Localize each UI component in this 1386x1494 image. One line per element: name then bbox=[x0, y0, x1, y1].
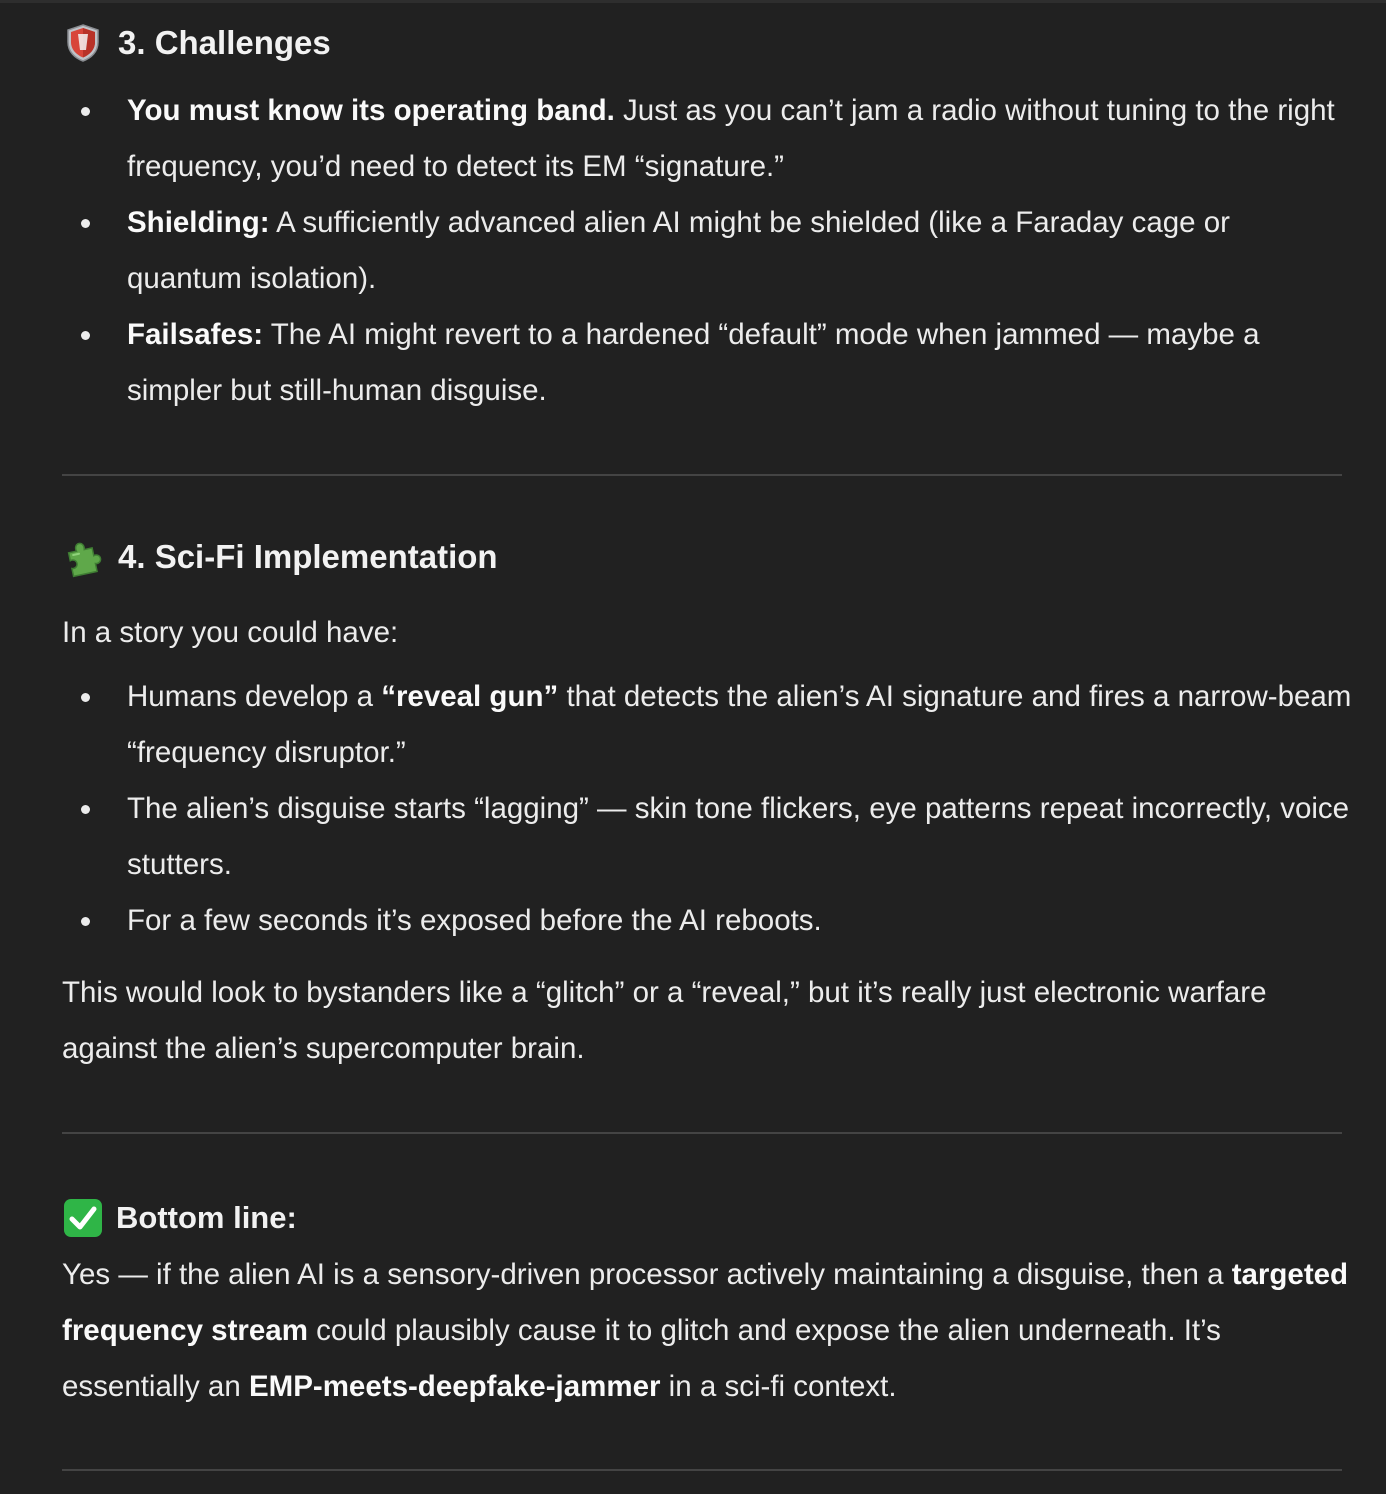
top-border bbox=[0, 0, 1386, 3]
bottom-line-heading bbox=[62, 1197, 297, 1239]
list-item-bold: Shielding: bbox=[127, 206, 270, 239]
implementation-list bbox=[62, 669, 1352, 949]
section-title: Bottom line: bbox=[116, 1200, 297, 1235]
list-item-bold: “reveal gun” bbox=[381, 680, 559, 713]
text-run-bold: targeted frequency stream bbox=[62, 1258, 1349, 1347]
bottom-line-text bbox=[62, 1247, 1352, 1415]
divider bbox=[62, 1469, 1342, 1471]
list-item-text: The alien’s disguise starts “lagging” — skin tone flickers, eye patterns repeat incorrectly, voice stutters. bbox=[127, 792, 1350, 881]
shield-icon bbox=[62, 22, 104, 64]
section-title: 4. Sci-Fi Implementation bbox=[118, 538, 498, 575]
puzzle-piece-icon bbox=[62, 536, 104, 578]
text-run: in a sci-fi context. bbox=[660, 1370, 897, 1403]
section-title: 3. Challenges bbox=[118, 24, 331, 61]
divider bbox=[62, 1132, 1342, 1134]
list-item-text: For a few seconds it’s exposed before the AI reboots. bbox=[127, 904, 822, 937]
challenges-list bbox=[62, 83, 1352, 419]
text-run: could plausibly cause it to glitch and expose the alien underneath. It’s essentially an bbox=[62, 1314, 1221, 1403]
list-item bbox=[62, 781, 1352, 893]
section-heading-scifi bbox=[62, 536, 498, 578]
list-item-text: The AI might revert to a hardened “default” mode when jammed — maybe a simpler but still-human disguise. bbox=[127, 318, 1260, 407]
list-item bbox=[62, 893, 1352, 949]
text-run-bold: EMP-meets-deepfake-jammer bbox=[248, 1370, 661, 1403]
section-heading-challenges bbox=[62, 22, 331, 64]
list-item-bold: Failsafes: bbox=[127, 318, 264, 351]
text-run: Yes — if the alien AI is a sensory-driven processor actively maintaining a disguise, then a bbox=[62, 1258, 1232, 1291]
divider bbox=[62, 474, 1342, 476]
list-item-bold: You must know its operating band. bbox=[127, 94, 615, 127]
list-item bbox=[62, 195, 1352, 307]
section-closing: This would look to bystanders like a “glitch” or a “reveal,” but it’s really just electronic warfare against the alien’s supercomputer brain. bbox=[62, 976, 1267, 1065]
list-item bbox=[62, 83, 1352, 195]
section-intro: In a story you could have: bbox=[62, 616, 399, 649]
list-item-text: A sufficiently advanced alien AI might be shielded (like a Faraday cage or quantum isolation). bbox=[127, 206, 1230, 295]
check-mark-icon bbox=[62, 1197, 104, 1239]
list-item-text: Just as you can’t jam a radio without tuning to the right frequency, you’d need to detect its EM “signature.” bbox=[127, 94, 1335, 183]
list-item bbox=[62, 307, 1352, 419]
list-item-text: Humans develop a bbox=[127, 680, 382, 713]
list-item-text: that detects the alien’s AI signature and fires a narrow-beam “frequency disruptor.” bbox=[127, 680, 1352, 769]
list-item bbox=[62, 669, 1352, 781]
